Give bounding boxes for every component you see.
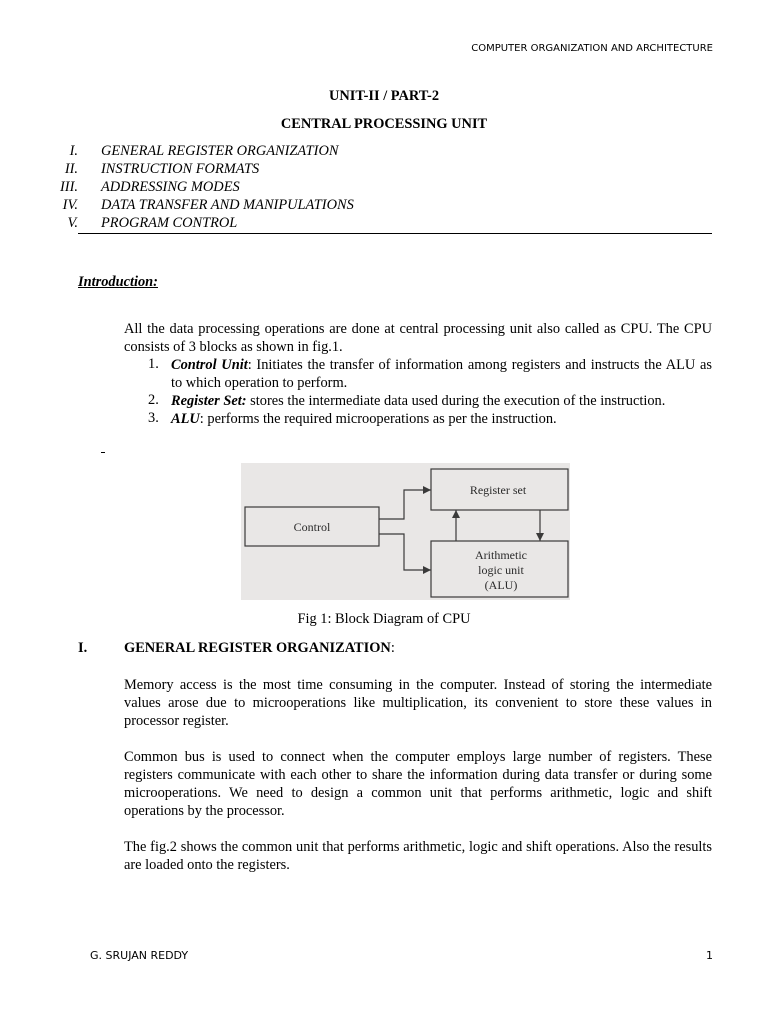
alu-label-line1: Arithmetic <box>475 548 527 562</box>
control-label: Control <box>293 520 331 534</box>
section-paragraph: Common bus is used to connect when the computer employs large number of registers. These registers communicate with each other to share the information during data transfer or during some microoperations. We need to design a common unit that performs arithmetic, logic and shift operations by the processor. <box>124 749 712 819</box>
toc-item-number: III. <box>60 179 78 195</box>
intro-paragraph: All the data processing operations are done at central processing unit also called as CPU. The CPU consists of 3 blocks as shown in fig.1. <box>124 321 712 355</box>
list-item-term: Register Set: <box>171 393 247 409</box>
figure-caption: Fig 1: Block Diagram of CPU <box>297 611 471 627</box>
list-item-text: stores the intermediate data used during the execution of the instruction. <box>246 393 666 409</box>
toc-item-number: IV. <box>62 197 78 213</box>
running-header: COMPUTER ORGANIZATION AND ARCHITECTURE <box>471 43 713 54</box>
list-item-term: ALU <box>171 411 200 427</box>
alu-label-line3: (ALU) <box>484 578 518 592</box>
stray-mark <box>101 452 105 453</box>
toc-item-number: II. <box>64 161 78 177</box>
toc-item-text: GENERAL REGISTER ORGANIZATION <box>101 143 339 159</box>
page-number: 1 <box>706 949 713 962</box>
list-item-number: 1. <box>148 356 159 372</box>
list-item <box>171 356 712 392</box>
page-title: CENTRAL PROCESSING UNIT <box>280 116 488 132</box>
section-paragraph: Memory access is the most time consuming in the computer. Instead of storing the intermediate values arose due to microoperations like multiplication, its convenient to store these values in processor register. <box>124 677 712 729</box>
toc-item-text: DATA TRANSFER AND MANIPULATIONS <box>101 197 354 213</box>
arrow-head <box>536 533 544 541</box>
arrow-head <box>423 566 431 574</box>
list-item <box>171 410 712 428</box>
list-item-number: 2. <box>148 392 159 408</box>
list-item-number: 3. <box>148 410 159 426</box>
section-heading <box>124 640 395 657</box>
section-heading-suffix: : <box>390 640 395 656</box>
alu-label-line2: logic unit <box>478 563 524 577</box>
footer-author: G. SRUJAN REDDY <box>90 949 189 962</box>
section-paragraph: The fig.2 shows the common unit that performs arithmetic, logic and shift operations. Also the results are loaded onto the registers. <box>124 839 712 873</box>
control-to-register-line <box>379 490 431 519</box>
unit-title: UNIT-II / PART-2 <box>328 88 440 104</box>
section-number: I. <box>78 640 88 656</box>
section-heading-text: GENERAL REGISTER ORGANIZATION <box>124 640 391 656</box>
toc-item-text: ADDRESSING MODES <box>101 179 240 195</box>
block-diagram-svg <box>241 463 570 600</box>
list-item-term: Control Unit <box>171 357 248 373</box>
list-item-text: : Initiates the transfer of information among registers and instructs the ALU as to which operation to perform. <box>171 357 712 391</box>
toc-item-number: V. <box>67 215 78 231</box>
toc-item-text: PROGRAM CONTROL <box>101 215 238 231</box>
control-to-alu-line <box>379 534 431 570</box>
register-set-label: Register set <box>469 483 527 497</box>
toc-item-number: I. <box>69 143 78 159</box>
list-item-text: : performs the required microoperations as per the instruction. <box>199 411 557 427</box>
arrow-head <box>452 510 460 518</box>
divider <box>78 233 712 234</box>
toc-item-text: INSTRUCTION FORMATS <box>101 161 260 177</box>
list-item <box>171 392 712 410</box>
arrow-head <box>423 486 431 494</box>
intro-heading: Introduction: <box>78 274 158 290</box>
cpu-block-diagram <box>241 463 570 600</box>
